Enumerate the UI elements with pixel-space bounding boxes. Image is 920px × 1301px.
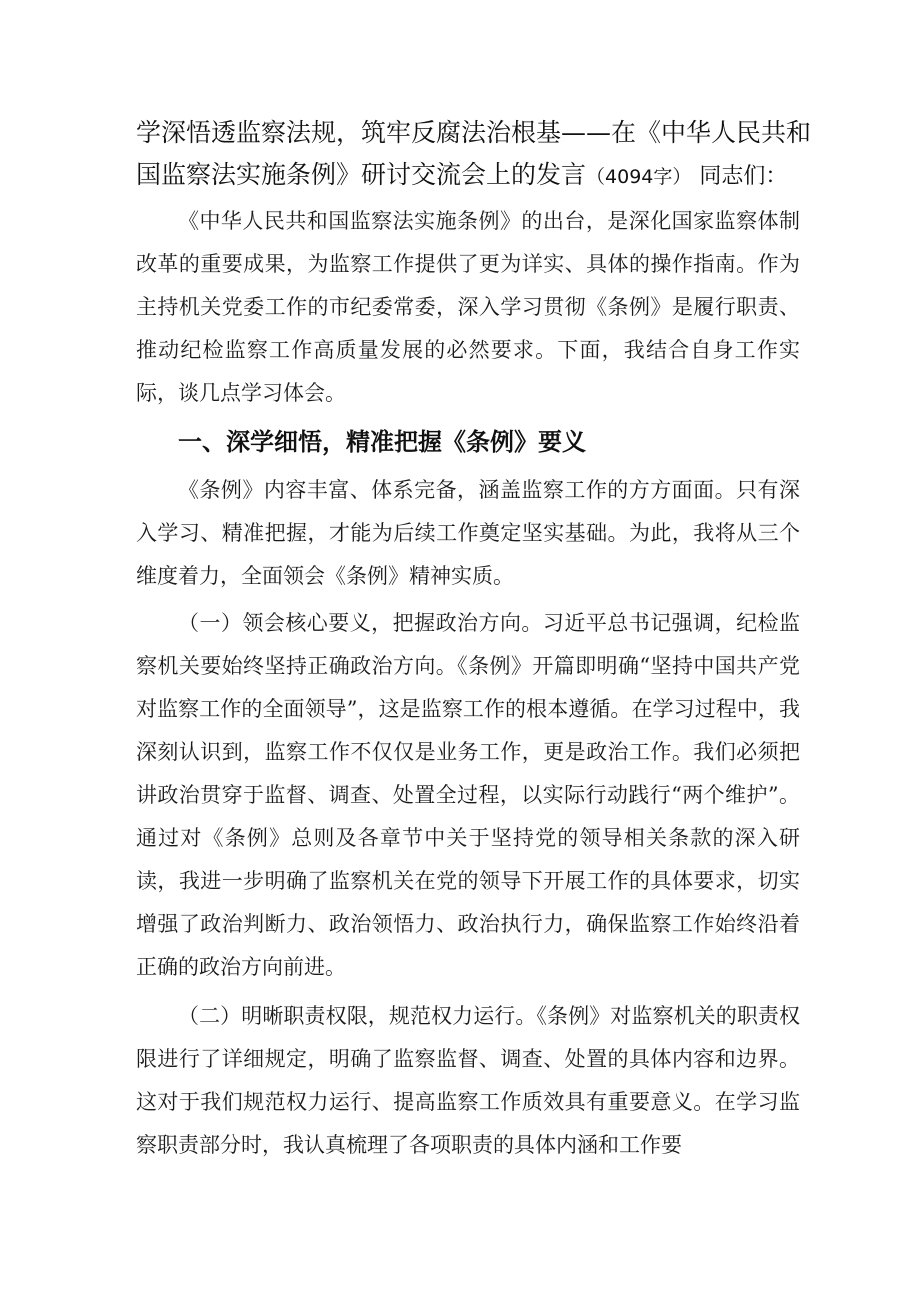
subsection-paragraph-2: （二）明晰职责权限，规范权力运行。《条例》对监察机关的职责权限进行了详细规定，明确了监察监督、调查、处置的具体内容和边界。这对于我们规范权力运行、提高监察工作质效具有重要意义。在学习监察职责部分时，我认真梳理了各项职责的具体内涵和工作要 [136, 1004, 800, 1157]
section-heading: 一、深学细悟，精准把握《条例》要义 [178, 428, 586, 456]
title-main: 学深悟透监察法规，筑牢反腐法治根基——在《中华人民共和国监察法实施条例》研讨交流会上的发言 [136, 118, 812, 189]
intro-paragraph: 《中华人民共和国监察法实施条例》的出台，是深化国家监察体制改革的重要成果，为监察工作提供了更为详实、具体的操作指南。作为主持机关党委工作的市纪委常委，深入学习贯彻《条例》是履行职责、推动纪检监察工作高质量发展的必然要求。下面，我结合自身工作实际，谈几点学习体会。 [136, 209, 800, 405]
title-word-count: （4094字） [586, 166, 692, 188]
greeting: 同志们： [699, 164, 788, 189]
section-paragraph: 《条例》内容丰富、体系完备，涵盖监察工作的方方面面。只有深入学习、精准把握，才能为后续工作奠定坚实基础。为此，我将从三个维度着力，全面领会《条例》精神实质。 [136, 478, 800, 588]
subsection-paragraph-1: （一）领会核心要义，把握政治方向。习近平总书记强调，纪检监察机关要始终坚持正确政治方向。《条例》开篇即明确“坚持中国共产党对监察工作的全面领导”，这是监察工作的根本遵循。在学习过程中，我深刻认识到，监察工作不仅仅是业务工作，更是政治工作。我们必须把讲政治贯穿于监督、调查、处置全过程，以实际行动践行“两个维护”。通过对《条例》总则及各章节中关于坚持党的领导相关条款的深入研读，我进一步明确了监察机关在党的领导下开展工作的具体要求，切实增强了政治判断力、政治领悟力、政治执行力，确保监察工作始终沿着正确的政治方向前进。 [136, 611, 800, 979]
document-title [136, 112, 816, 198]
